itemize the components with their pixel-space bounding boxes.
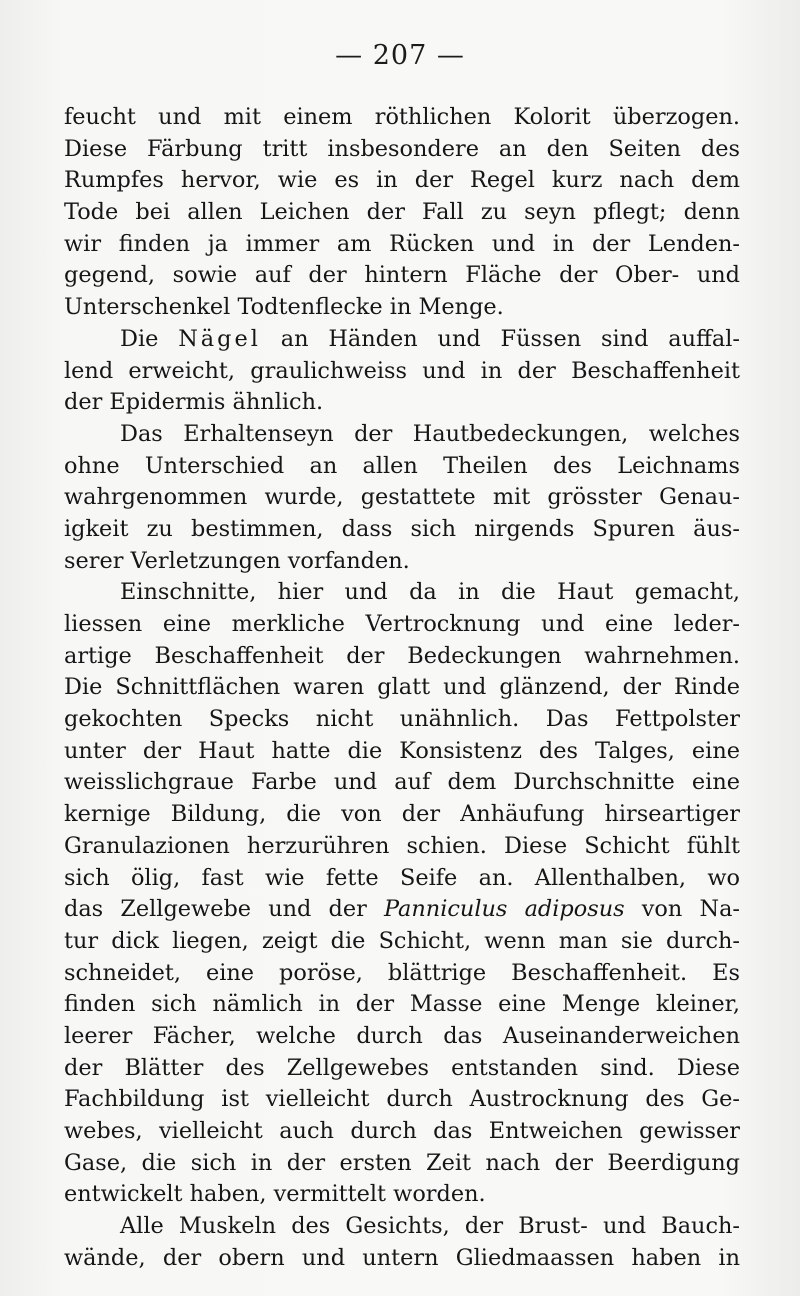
text-segment: der Blätter des Zellgewebes entstanden sind. Diese — [64, 1054, 740, 1081]
text-segment: gekochten Specks nicht unähnlich. Das Fettpolster — [64, 706, 740, 733]
page-number: — 207 — — [335, 40, 465, 71]
text-segment: Tode bei allen Leichen der Fall zu seyn pflegt; denn — [64, 199, 740, 226]
text-line — [64, 736, 740, 768]
text-line — [64, 989, 740, 1021]
text-segment: von Na- — [624, 896, 740, 923]
text-line — [64, 1148, 740, 1180]
body-text — [64, 102, 740, 1274]
text-line — [64, 577, 740, 609]
text-segment: Einschnitte, hier und da in die Haut gemacht, — [120, 579, 740, 606]
text-segment: Granulazionen herzurühren schien. Diese Schicht fühlt — [64, 832, 740, 859]
text-line — [64, 102, 740, 134]
text-line — [64, 831, 740, 863]
text-segment: liessen eine merkliche Vertrocknung und eine leder- — [64, 611, 740, 637]
text-line — [64, 1053, 740, 1085]
text-line — [64, 324, 740, 356]
text-segment: Rumpfes hervor, wie es in der Regel kurz nach dem — [64, 167, 740, 194]
text-segment: an Händen und Füssen sind auffal- — [260, 325, 740, 352]
text-line — [64, 197, 740, 229]
text-line — [64, 514, 740, 546]
text-segment: igkeit zu bestimmen, dass sich nirgends Spuren äus- — [64, 515, 740, 542]
text-segment: Die — [120, 325, 179, 352]
text-line — [64, 672, 740, 704]
text-line — [64, 641, 740, 673]
text-segment: feucht und mit einem röthlichen Kolorit überzogen. — [64, 104, 740, 130]
text-line — [64, 1179, 740, 1211]
text-segment: unter der Haut hatte die Konsistenz des Talges, eine — [64, 737, 740, 764]
text-line — [64, 1211, 740, 1243]
text-line — [64, 356, 740, 388]
text-line — [64, 165, 740, 197]
text-line — [64, 704, 740, 736]
text-line — [64, 863, 740, 895]
text-segment: lend erweicht, graulichweiss und in der Beschaffenheit — [64, 357, 740, 384]
text-line — [64, 134, 740, 166]
text-segment: Diese Färbung tritt insbesondere an den Seiten des — [64, 135, 740, 162]
text-segment: Gase, die sich in der ersten Zeit nach der Beerdigung — [64, 1149, 740, 1176]
text-segment: schneidet, eine poröse, blättrige Beschaffenheit. Es — [64, 959, 740, 986]
text-segment: gegend, sowie auf der hintern Fläche der Ober- und — [64, 262, 740, 289]
text-segment: Fachbildung ist vielleicht durch Austrocknung des Ge- — [64, 1086, 740, 1113]
text-line — [64, 1021, 740, 1053]
spaced-term: Nägel — [178, 325, 261, 352]
text-segment: leerer Fächer, welche durch das Auseinanderweichen — [64, 1022, 740, 1049]
text-line — [64, 767, 740, 799]
text-line — [64, 229, 740, 261]
text-line — [64, 482, 740, 514]
italic-term: Panniculus adiposus — [383, 896, 625, 923]
text-segment: Unterschenkel Todtenflecke in Menge. — [64, 294, 504, 321]
text-line — [64, 799, 740, 831]
text-segment: Die Schnittflächen waren glatt und glänzend, der Rinde — [64, 674, 740, 701]
text-line — [64, 546, 740, 578]
text-segment: das Zellgewebe und der — [64, 896, 384, 923]
text-line — [64, 894, 740, 926]
text-segment: serer Verletzungen vorfanden. — [64, 547, 410, 574]
text-segment: wir finden ja immer am Rücken und in der Lenden- — [64, 230, 740, 257]
text-segment: Das Erhaltenseyn der Hautbedeckungen, welches — [120, 420, 740, 447]
text-line — [64, 1084, 740, 1116]
text-segment: Alle Muskeln des Gesichts, der Brust- und Bauch- — [120, 1213, 740, 1240]
text-line — [64, 609, 740, 641]
text-line — [64, 1243, 740, 1275]
text-segment: sich ölig, fast wie fette Seife an. Allenthalben, wo — [64, 864, 740, 891]
text-line — [64, 1116, 740, 1148]
text-segment: wahrgenommen wurde, gestattete mit grösster Genau- — [64, 484, 740, 511]
text-segment: der Epidermis ähnlich. — [64, 389, 324, 416]
text-segment: wände, der obern und untern Gliedmaassen haben in — [64, 1244, 740, 1271]
text-line — [64, 419, 740, 451]
text-line — [64, 292, 740, 324]
text-line — [64, 387, 740, 419]
text-line — [64, 958, 740, 990]
text-segment: webes, vielleicht auch durch das Entweichen gewisser — [64, 1118, 740, 1144]
text-line — [64, 451, 740, 483]
text-segment: entwickelt haben, vermittelt worden. — [64, 1181, 486, 1208]
text-segment: tur dick liegen, zeigt die Schicht, wenn man sie durch- — [64, 927, 740, 954]
text-segment: weisslichgraue Farbe und auf dem Durchschnitte eine — [64, 769, 740, 796]
text-line — [64, 260, 740, 292]
text-segment: artige Beschaffenheit der Bedeckungen wahrnehmen. — [64, 642, 740, 669]
text-segment: finden sich nämlich in der Masse eine Menge kleiner, — [64, 991, 740, 1018]
text-segment: ohne Unterschied an allen Theilen des Leichnams — [64, 452, 740, 479]
text-segment: kernige Bildung, die von der Anhäufung hirseartiger — [64, 801, 740, 828]
text-line — [64, 926, 740, 958]
